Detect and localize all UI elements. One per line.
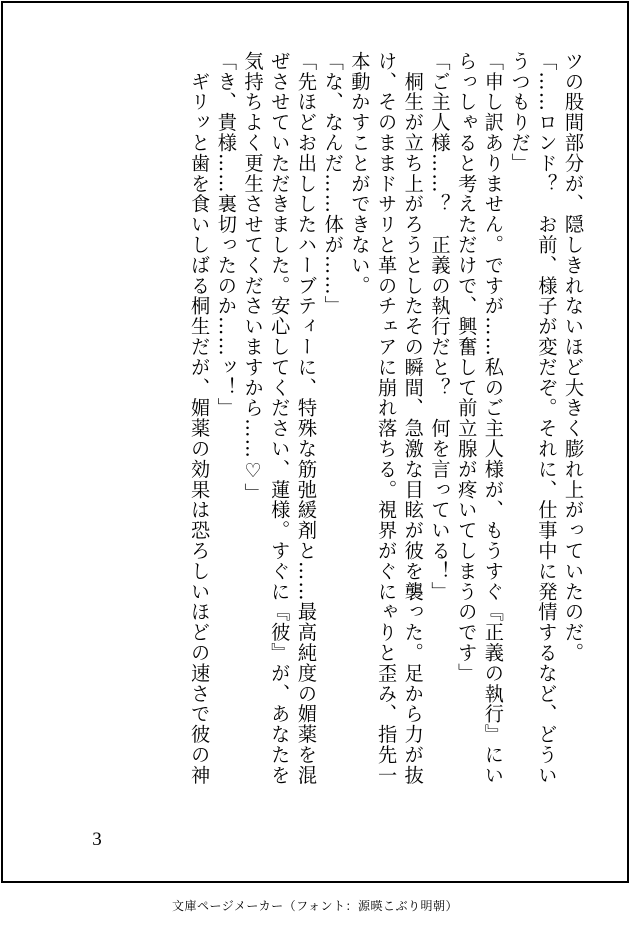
page-number: 3 [92, 829, 102, 850]
text-line: 本動かすことができない。 [348, 51, 372, 296]
text-line: 「き、貴様……裏切ったのか……ッ！」 [214, 51, 238, 419]
text-line: ギリッと歯を食いしばる桐生だが、媚薬の効果は恐ろしいほどの速さで彼の神 [188, 51, 212, 786]
text-line: 「先ほどお出ししたハーブティーに、特殊な筋弛緩剤と……最高純度の媚薬を混 [294, 51, 318, 786]
footer-credit: 文庫ページメーカー（フォント：源暎こぶり明朝） [171, 899, 459, 913]
text-line: ツの股間部分が、隠しきれないほど大きく膨れ上がっていたのだ。 [562, 51, 585, 663]
page-frame [1, 1, 629, 883]
text-line: 「ご主人様……？ 正義の執行だと？ 何を言っている！」 [428, 51, 452, 602]
text-line: ぜさせていただきました。安心してください、蓮様。すぐに『彼』が、あなたを [268, 51, 292, 786]
text-line: うつもりだ」 [508, 51, 532, 174]
text-line: 「……ロンド？ お前、様子が変だぞ。それに、仕事中に発情するなど、どうい [535, 51, 559, 786]
text-line: 桐生が立ち上がろうとしたその瞬間、急激な目眩が彼を襲った。足から力が抜 [401, 51, 425, 786]
text-line: らっしゃると考えただけで、興奮して前立腺が疼いてしまうのです」 [455, 51, 479, 684]
text-line: 「な、なんだ……体が……」 [321, 51, 345, 317]
vertical-text-body [68, 51, 586, 786]
text-line: 「申し訳ありません。ですが……私のご主人様が、もうすぐ『正義の執行』にい [481, 51, 505, 786]
text-line: け、そのままドサリと革のチェアに崩れ落ちる。視界がぐにゃりと歪み、指先一 [375, 51, 399, 786]
text-line: 気持ちよく更生させてくださいますから……♡」 [241, 51, 265, 504]
